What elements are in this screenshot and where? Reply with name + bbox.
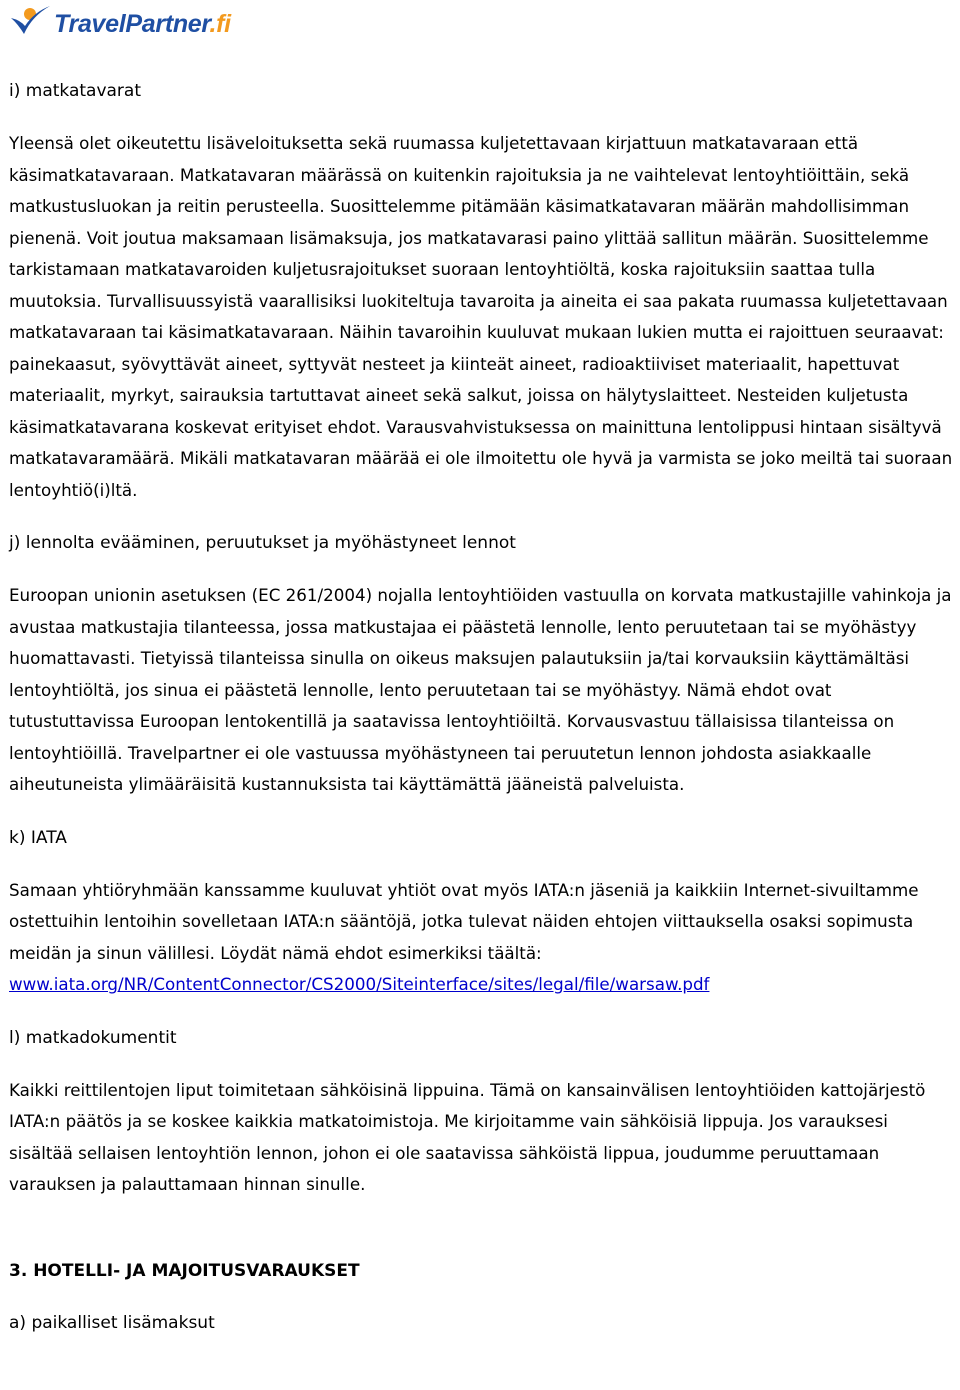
section-i-heading: i) matkatavarat	[9, 81, 141, 101]
section-j-body: Euroopan unionin asetuksen (EC 261/2004) nojalla lentoyhtiöiden vastuulla on korvata matkustajille vahinkoja ja avustaa matkustajia tilanteessa, jossa matkustajaa ei päästetä lennolle, lento peruutetaan tai se myöhästyy huomattavasti. Tietyissä tilanteissa sinulla on oikeus maksujen palautuksiin ja/tai korvauksiin käyttämältäsi lentoyhtiöltä, jos sinua ei päästetä lennolle, lento peruutetaan tai se myöhästyy. Nämä ehdot ovat tutustuttavissa Euroopan lentokentillä ja saatavissa lentoyhtiöiltä. Korvausvastuu tällaisissa tilanteissa on lentoyhtiöillä. Travelpartner ei ole vastuussa myöhästyneen tai peruutetun lennon johdosta asiakkaalle aiheutuneista ylimääräisitä kustannuksista tai käyttämättä jääneistä palveluista.	[9, 585, 952, 794]
section-i-body	[9, 128, 954, 506]
document-content	[9, 76, 954, 1339]
section-i-body-part1: Yleensä olet oikeutettu lisäveloituksetta sekä ruumassa kuljetettavaan kirjattuun matkatavaraan että käsimatkatavaraan. Matkatavaran määrässä on kuitenkin rajoituksia ja ne vaihtelevat lentoyhtiöittäin, sekä matkustusluokan ja reitin perusteella. Suosittelemme pitämään käsimatkatavaran määrän mahdollisimman pienenä.	[9, 133, 910, 248]
section-3a-heading: a) paikalliset lisämaksut	[9, 1312, 215, 1333]
logo-wordmark	[54, 10, 231, 39]
section-k-body	[9, 875, 954, 1001]
section-j-heading: j) lennolta evääminen, peruutukset ja myöhästyneet lennot	[9, 533, 516, 553]
logo-tld: .fi	[209, 9, 231, 38]
logo-swoosh-icon	[8, 2, 52, 42]
iata-warsaw-link[interactable]: www.iata.org/NR/ContentConnector/CS2000/Siteinterface/sites/legal/file/warsaw.pdf	[9, 974, 710, 994]
section-l-heading: l) matkadokumentit	[9, 1027, 177, 1048]
section-k-body-text: Samaan yhtiöryhmään kanssamme kuuluvat yhtiöt ovat myös IATA:n jäseniä ja kaikkiin Internet-sivuiltamme ostettuihin lentoihin sovelletaan IATA:n sääntöjä, jotka tulevat näiden ehtojen viittauksella osaksi sopimusta meidän ja sinun välillesi. Löydät nämä ehdot esimerkiksi täältä:	[9, 879, 919, 963]
logo-travel: Travel	[54, 9, 126, 38]
section-k-heading: k) IATA	[9, 827, 67, 848]
logo-partner: Partner	[125, 9, 210, 38]
travelpartner-logo	[8, 2, 231, 42]
section-3-heading: 3. HOTELLI- JA MAJOITUSVARAUKSET	[9, 1260, 360, 1281]
section-l-body: Kaikki reittilentojen liput toimitetaan sähköisinä lippuina. Tämä on kansainvälisen lentoyhtiöiden kattojärjestö IATA:n päätös ja se koskee kaikkia matkatoimistoja. Me kirjoitamme vain sähköisiä lippuja. Jos varauksesi sisältää sellaisen lentoyhtiön lennon, johon ei ole saatavissa sähköistä lippua, joudumme peruuttamaan varauksen ja palauttamaan hinnan sinulle.	[9, 1079, 926, 1194]
section-i-body-part2: Voit joutua maksamaan lisämaksuja, jos matkatavarasi paino ylittää sallitun määrän. Suosittelemme tarkistamaan matkatavaroiden kuljetusrajoitukset suoraan lentoyhtiöltä, koska rajoituksiin saattaa tulla muutoksia. Turvallisuussyistä vaarallisiksi luokiteltuja tavaroita ja aineita ei saa pakata ruumassa kuljetettavaan matkatavaraan tai käsimatkatavaraan. Näihin tavaroihin kuuluvat mukaan lukien mutta ei rajoittuen seuraavat: painekaasut, syövyttävät aineet, syttyvät nesteet ja kiinteät aineet, radioaktiiviset materiaalit, hapettuvat materiaalit, myrkyt, sairauksia tartuttavat aineet sekä salkut, joissa on hälytyslaitteet. Nesteiden kuljetusta käsimatkatavarana koskevat erityiset ehdot. Varausvahvistuksessa on mainittuna lentolippusi hintaan sisältyvä matkatavaramäärä. Mikäli matkatavaran määrää ei ole ilmoitettu ole hyvä ja varmista se joko meiltä tai suoraan lentoyhtiö(i)ltä.	[9, 227, 953, 500]
